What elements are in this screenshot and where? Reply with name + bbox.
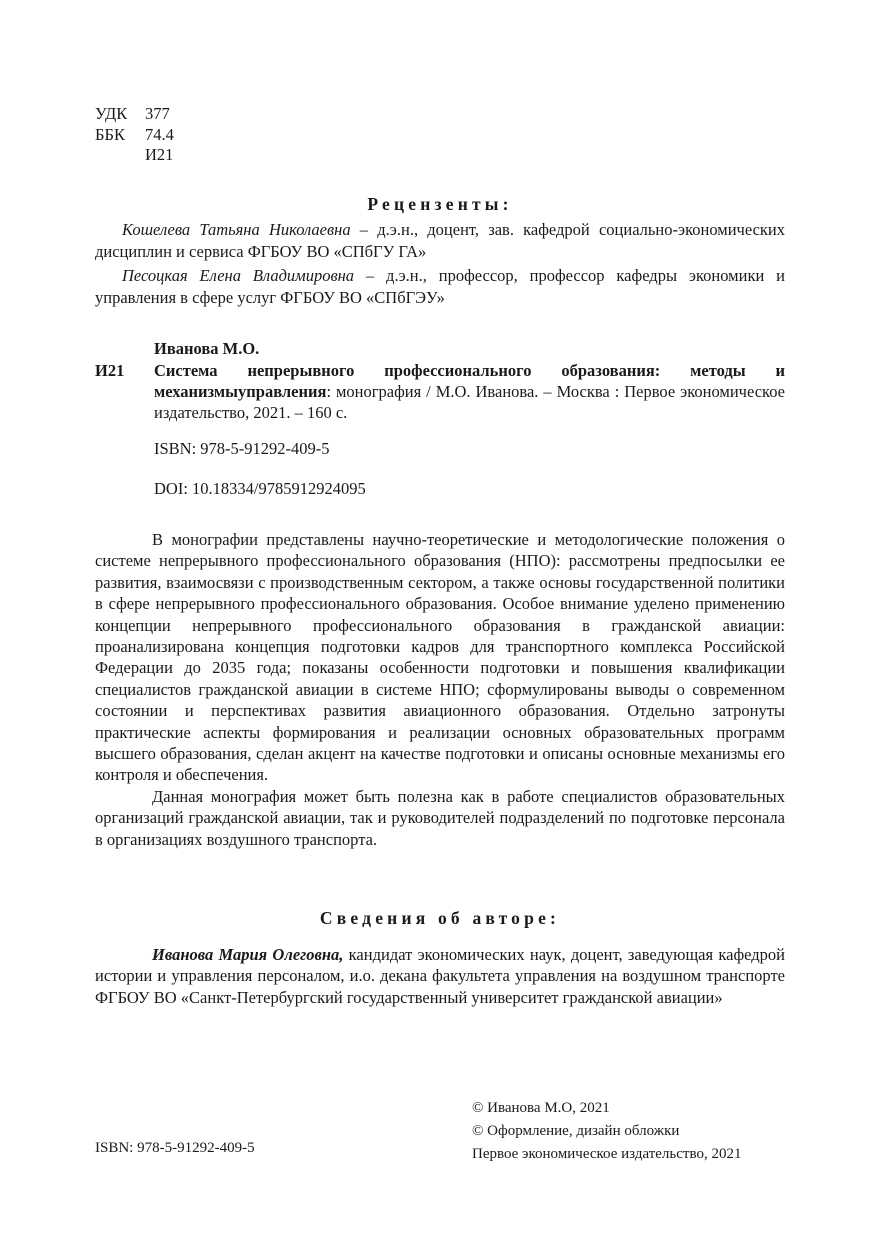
abstract-paragraph-2: Данная монография может быть полезна как в работе специалистов образовательных организаций гражданской авиации, так и руководителей подразделений по подготовке персонала в организациях воздушного транспорта. — [95, 786, 785, 849]
udk-label: УДК — [95, 104, 128, 123]
doi: DOI: 10.18334/9785912924095 — [154, 479, 366, 498]
author-info — [95, 944, 785, 1008]
author-name: Иванова Мария Олеговна, — [152, 945, 344, 964]
reviewer-1-text: – д.э.н., доцент, зав. кафедрой социально-экономических дисциплин и сервиса ФГБОУ ВО «СПбГУ ГА» — [95, 220, 786, 261]
biblio-index: И21 — [95, 361, 125, 380]
copyright-line-3: Первое экономическое издательство, 2021 — [472, 1146, 742, 1162]
reviewer-2 — [95, 265, 785, 308]
copyright-line-2: © Оформление, дизайн обложки — [472, 1123, 680, 1139]
abstract — [95, 529, 785, 850]
author-heading: Сведения об авторе: — [319, 908, 561, 928]
copyright-line-1: © Иванова М.О, 2021 — [472, 1100, 610, 1116]
copyright-block — [472, 1097, 741, 1166]
reviewer-2-name: Песоцкая Елена Владимировна — [122, 266, 355, 285]
author-sign: И21 — [145, 145, 174, 164]
bbk-value: 74.4 — [145, 124, 174, 144]
copyright-page — [95, 0, 785, 1241]
biblio-rest: : монография / М.О. Иванова. – Москва : Первое экономическое издательство, 2021. – 160 с. — [154, 382, 785, 422]
author-sign-line — [95, 145, 174, 166]
biblio-record — [154, 360, 785, 423]
reviewer-2-text: – д.э.н., профессор, профессор кафедры экономики и управления в сфере услуг ФГБОУ ВО «СПбГЭУ» — [95, 266, 785, 307]
udk-line — [95, 104, 174, 125]
reviewer-1-name: Кошелева Татьяна Николаевна — [122, 220, 351, 239]
bbk-line — [95, 125, 174, 146]
author-text: кандидат экономических наук, доцент, заведующая кафедрой истории и управления персоналом, и.о. декана факультета управления на воздушном транспорте ФГБОУ ВО «Санкт-Петербургский государственный университет гражданской авиации» — [95, 945, 785, 1007]
isbn: ISBN: 978-5-91292-409-5 — [154, 439, 330, 458]
classification-codes — [95, 104, 174, 166]
reviewer-1 — [95, 219, 785, 262]
udk-value: 377 — [145, 104, 170, 123]
footer-isbn: ISBN: 978-5-91292-409-5 — [95, 1140, 255, 1156]
reviewers-heading: Рецензенты: — [367, 194, 513, 214]
bbk-label: ББК — [95, 124, 125, 144]
abstract-paragraph-1: В монографии представлены научно-теоретические и методологические положения о системе непрерывного профессионального образования (НПО): рассмотрены предпосылки ее развития, взаимосвязи с производственным сектором, а также основы государственной политики в сфере непрерывного профессионального образования. Особое внимание уделено применению концепции непрерывного профессионального образования в гражданской авиации: проанализирована концепция подготовки кадров для транспортного комплекса Российской Федерации до 2035 года; показаны особенности подготовки и повышения квалификации специалистов гражданской авиации в системе НПО; сформулированы выводы о современном состоянии и перспективах развития авиационного образования. Отдельно затронуты практические аспекты формирования и реализации основных образовательных программ высшего образования, сделан акцент на качестве подготовки и описаны основные механизмы его контроля и обеспечения. — [95, 530, 785, 785]
biblio-author: Иванова М.О. — [154, 339, 260, 358]
biblio-title: Система непрерывного профессионального образования: методы и механизмыуправления — [154, 361, 785, 401]
